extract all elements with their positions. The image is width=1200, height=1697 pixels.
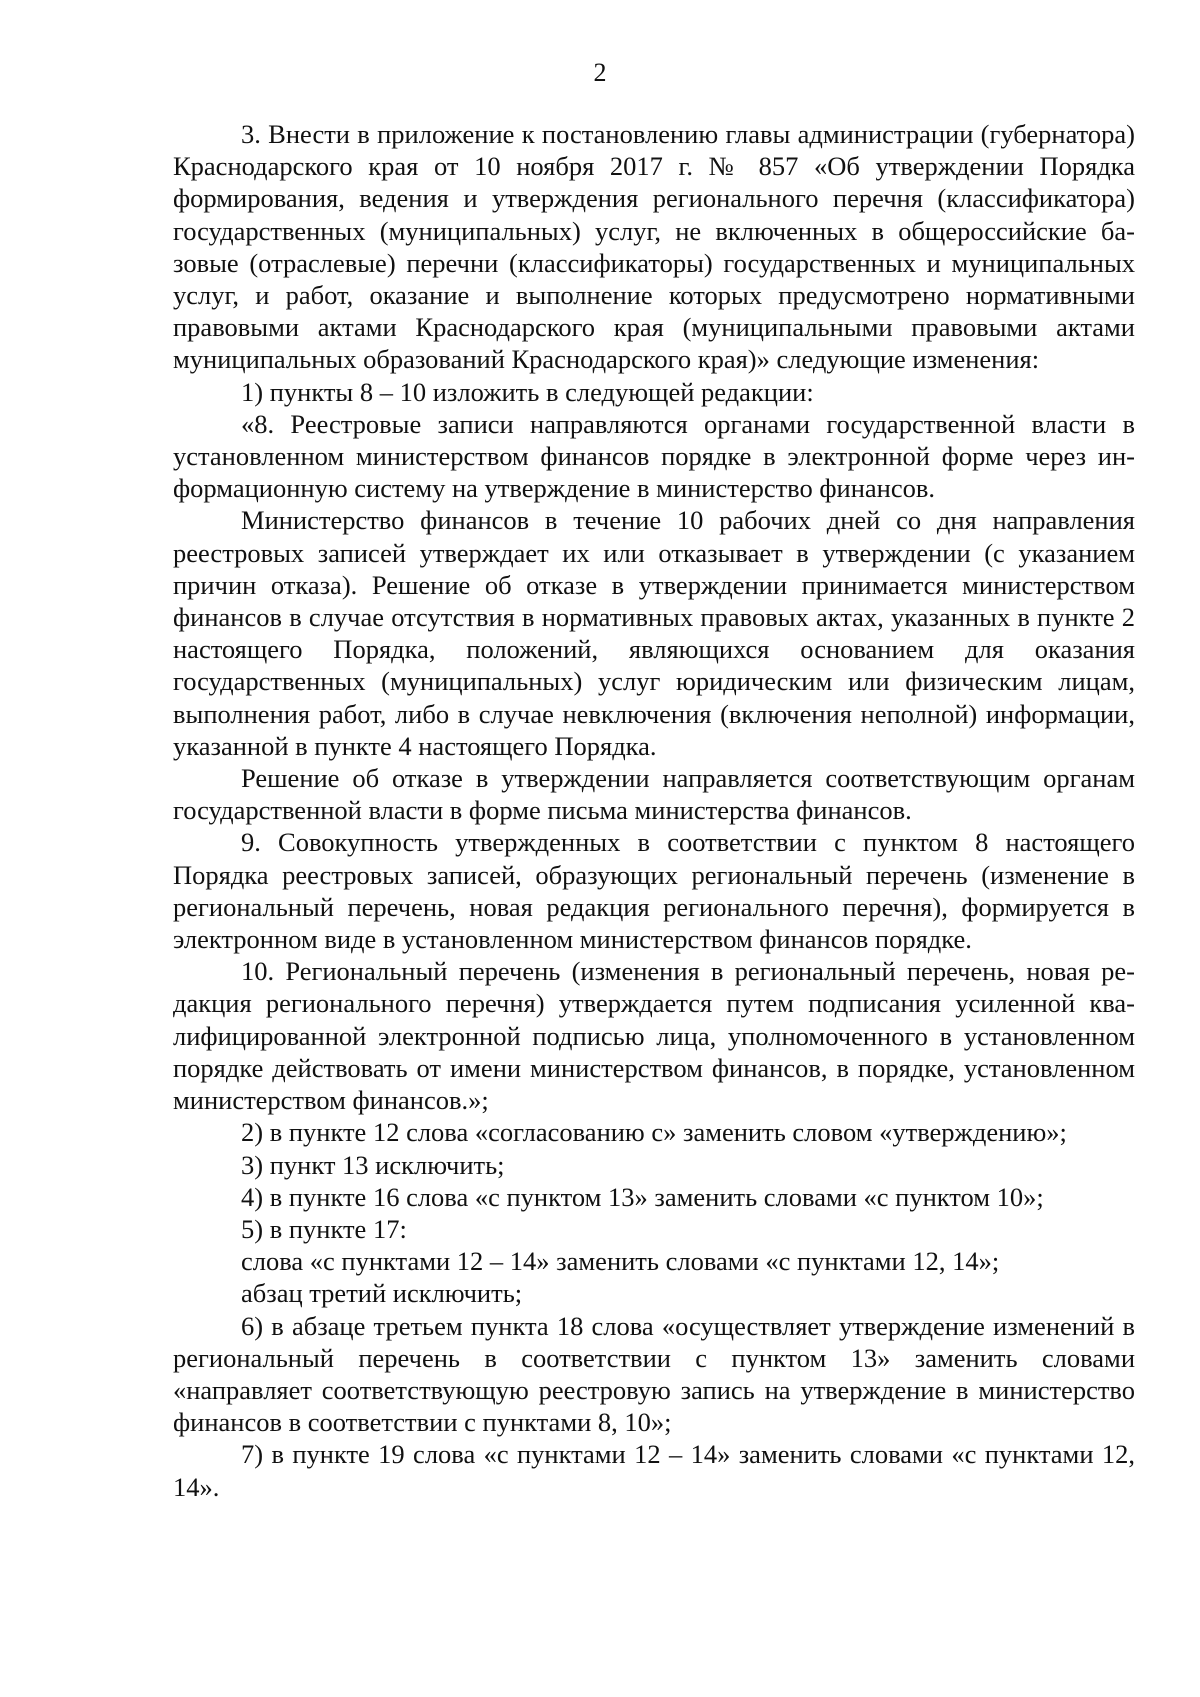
paragraph-subitem-1: 1) пункты 8 – 10 изложить в следующей редакции: [241, 376, 814, 407]
paragraph-subitem-4: 4) в пункте 16 слова «с пунктом 13» заменить словами «с пунктом 10»; [241, 1181, 1044, 1212]
paragraph-refusal-notice: Решение об отказе в утверждении направляется соответствующим органам государственной власти в форме письма министерства финансов. [173, 763, 1135, 826]
paragraph-point-8: «8. Реестровые записи направляются органами государственной власти в установленном министерством финансов порядке в электронной форме через информационную систему на утверждение в министерство финансов. [173, 408, 1135, 504]
paragraph-subitem-5-abzac: абзац третий исключить; [241, 1278, 523, 1309]
page-number: 2 [593, 58, 607, 87]
paragraph-subitem-5: 5) в пункте 17: [241, 1213, 407, 1244]
paragraph-subitem-5-words: слова «с пунктами 12 – 14» заменить словами «с пунктами 12, 14»; [241, 1246, 1000, 1277]
paragraph-subitem-6: 6) в абзаце третьем пункта 18 слова «осуществляет утверждение изменений в региональный перечень в соответствии с пунктом 13» заменить словами «направляет соответствующую реестровую запись на утверждение в министерство финансов в соответствии с пунктами 8, 10»; [173, 1310, 1135, 1438]
paragraph-subitem-7: 7) в пункте 19 слова «с пунктами 12 – 14» заменить словами «с пунктами 12, 14». [173, 1439, 1135, 1502]
paragraph-ministry-review: Министерство финансов в течение 10 рабочих дней со дня направления реестровых записей утверждает их или отказывает в утверждении (с указанием причин отказа). Решение об отказе в утверждении принимается министерством финансов в случае отсутствия в нормативных правовых актах, указанных в пункте 2 настоящего Порядка, положений, являющихся основанием для оказания государственных (муниципальных) услуг юридическим или физическим лицам, выполнения работ, либо в случае невключения (включения неполной) информации, указанной в пункте 4 настоящего Порядка. [173, 505, 1135, 761]
paragraph-subitem-2: 2) в пункте 12 слова «согласованию с» заменить словом «утверждению»; [241, 1117, 1067, 1148]
paragraph-point-9: 9. Совокупность утвержденных в соответствии с пунктом 8 настоящего Порядка реестровых записей, образующих региональный перечень (изменение в региональный перечень, новая редакция регионального перечня), формируется в электронном виде в установленном министерством финансов порядке. [173, 827, 1135, 955]
paragraph-point-10: 10. Региональный перечень (изменения в региональный перечень, новая редакция регионального перечня) утверждается путем подписания усиленной квалифицированной электронной подписью лица, уполномоченного в установленном порядке действовать от имени министерством финансов, в порядке, установленном министерством финансов.»; [173, 956, 1135, 1116]
paragraph-subitem-3: 3) пункт 13 исключить; [241, 1149, 505, 1180]
paragraph-item-3: 3. Внести в приложение к постановлению главы администрации (губернатора) Краснодарского края от 10 ноября 2017 г. № 857 «Об утверждении Порядка формирования, ведения и утверждения регионального перечня (классификатора) государственных (муниципальных) услуг, не включенных в общероссийские базовые (отраслевые) перечни (классификаторы) государственных и муниципальных услуг, и работ, оказание и выполнение которых предусмотрено нормативными правовыми актами Краснодарского края (муниципальными правовыми актами муниципальных образований Краснодарского края)» следующие изменения: [173, 119, 1135, 375]
document-body [173, 118, 1135, 1503]
